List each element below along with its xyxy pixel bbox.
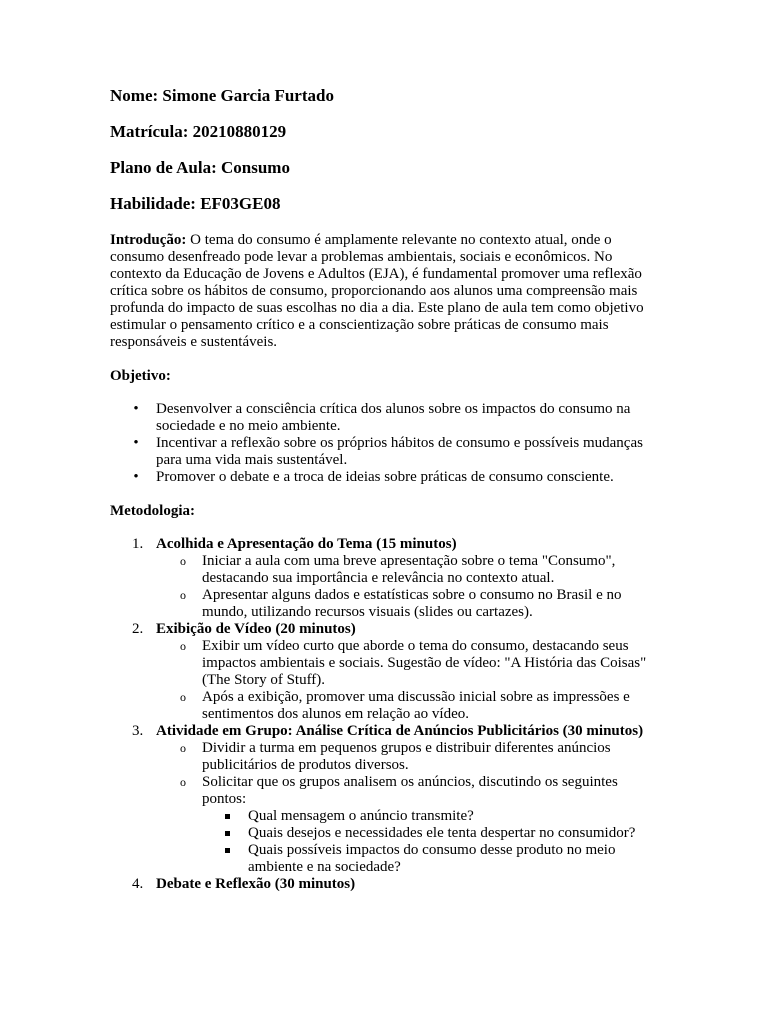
document-page — [110, 86, 660, 893]
circle-bullet-icon: o — [180, 690, 186, 704]
circle-bullet-icon: o — [180, 554, 186, 568]
introduction-label: Introdução: — [110, 232, 187, 248]
step-item-text: Exibir um vídeo curto que aborde o tema do consumo, destacando seus impactos ambientais e sociais. Sugestão de vídeo: "A História das Coisas" (The Story of Stuff). — [202, 638, 647, 688]
analysis-points — [202, 808, 660, 876]
objective-item-text: Promover o debate e a troca de ideias sobre práticas de consumo consciente. — [156, 469, 614, 485]
objective-list — [110, 401, 660, 486]
step-title: Acolhida e Apresentação do Tema (15 minutos) — [156, 536, 457, 552]
bullet-icon: • — [133, 401, 139, 417]
list-item — [110, 435, 660, 469]
square-bullet-icon — [225, 831, 230, 836]
step-number: 1. — [132, 536, 144, 552]
student-name: Nome: Simone Garcia Furtado — [110, 86, 334, 105]
circle-bullet-icon: o — [180, 588, 186, 602]
bullet-icon: • — [133, 435, 139, 451]
list-item — [202, 808, 660, 825]
circle-bullet-icon: o — [180, 775, 186, 789]
step-sublist — [156, 740, 660, 876]
list-item — [156, 638, 660, 689]
lesson-plan-title: Plano de Aula: Consumo — [110, 158, 290, 177]
point-text: Qual mensagem o anúncio transmite? — [248, 808, 474, 824]
step-sublist — [156, 553, 660, 621]
list-item — [156, 587, 660, 621]
introduction-text: O tema do consumo é amplamente relevante no contexto atual, onde o consumo desenfreado pode levar a problemas ambientais, sociais e econômicos. No contexto da Educação de Jovens e Adultos (EJA), é fundamental promover uma reflexão crítica sobre os hábitos de consumo, proporcionando aos alunos uma compreensão mais profunda do impacto de suas escolhas no dia a dia. Este plano de aula tem como objetivo estimular o pensamento crítico e a conscientização sobre práticas de consumo mais responsáveis e sustentáveis. — [110, 232, 644, 350]
objective-heading: Objetivo: — [110, 368, 171, 384]
step-title: Atividade em Grupo: Análise Crítica de Anúncios Publicitários (30 minutos) — [156, 723, 644, 739]
circle-bullet-icon: o — [180, 741, 186, 755]
list-item — [202, 842, 660, 876]
step-number: 2. — [132, 621, 144, 637]
step-item-text: Após a exibição, promover uma discussão inicial sobre as impressões e sentimentos dos alunos em relação ao vídeo. — [202, 689, 630, 722]
methodology-step — [110, 876, 660, 893]
list-item — [202, 825, 660, 842]
square-bullet-icon — [225, 848, 230, 853]
step-item-text: Solicitar que os grupos analisem os anúncios, discutindo os seguintes pontos: — [202, 774, 618, 807]
point-text: Quais desejos e necessidades ele tenta despertar no consumidor? — [248, 825, 636, 841]
objective-item-text: Desenvolver a consciência crítica dos alunos sobre os impactos do consumo na sociedade e no meio ambiente. — [156, 401, 631, 434]
student-registration: Matrícula: 20210880129 — [110, 122, 287, 141]
methodology-step — [110, 723, 660, 876]
methodology-step — [110, 536, 660, 621]
list-item — [156, 740, 660, 774]
objective-item-text: Incentivar a reflexão sobre os próprios hábitos de consumo e possíveis mudanças para uma vida mais sustentável. — [156, 435, 643, 468]
step-item-text: Dividir a turma em pequenos grupos e distribuir diferentes anúncios publicitários de produtos diversos. — [202, 740, 611, 773]
list-item — [156, 774, 660, 876]
square-bullet-icon — [225, 814, 230, 819]
point-text: Quais possíveis impactos do consumo desse produto no meio ambiente e na sociedade? — [248, 842, 616, 875]
methodology-step — [110, 621, 660, 723]
bullet-icon: • — [133, 469, 139, 485]
methodology-steps — [110, 536, 660, 893]
step-item-text: Iniciar a aula com uma breve apresentação sobre o tema "Consumo", destacando sua importância e relevância no contexto atual. — [202, 553, 616, 586]
skill-code: Habilidade: EF03GE08 — [110, 194, 281, 213]
list-item — [156, 689, 660, 723]
list-item — [110, 469, 660, 486]
list-item — [110, 401, 660, 435]
step-number: 4. — [132, 876, 144, 892]
introduction-paragraph — [110, 232, 660, 351]
step-sublist — [156, 638, 660, 723]
step-item-text: Apresentar alguns dados e estatísticas sobre o consumo no Brasil e no mundo, utilizando recursos visuais (slides ou cartazes). — [202, 587, 622, 620]
circle-bullet-icon: o — [180, 639, 186, 653]
list-item — [156, 553, 660, 587]
methodology-heading: Metodologia: — [110, 503, 195, 519]
step-title: Debate e Reflexão (30 minutos) — [156, 876, 356, 892]
step-number: 3. — [132, 723, 144, 739]
step-title: Exibição de Vídeo (20 minutos) — [156, 621, 356, 637]
